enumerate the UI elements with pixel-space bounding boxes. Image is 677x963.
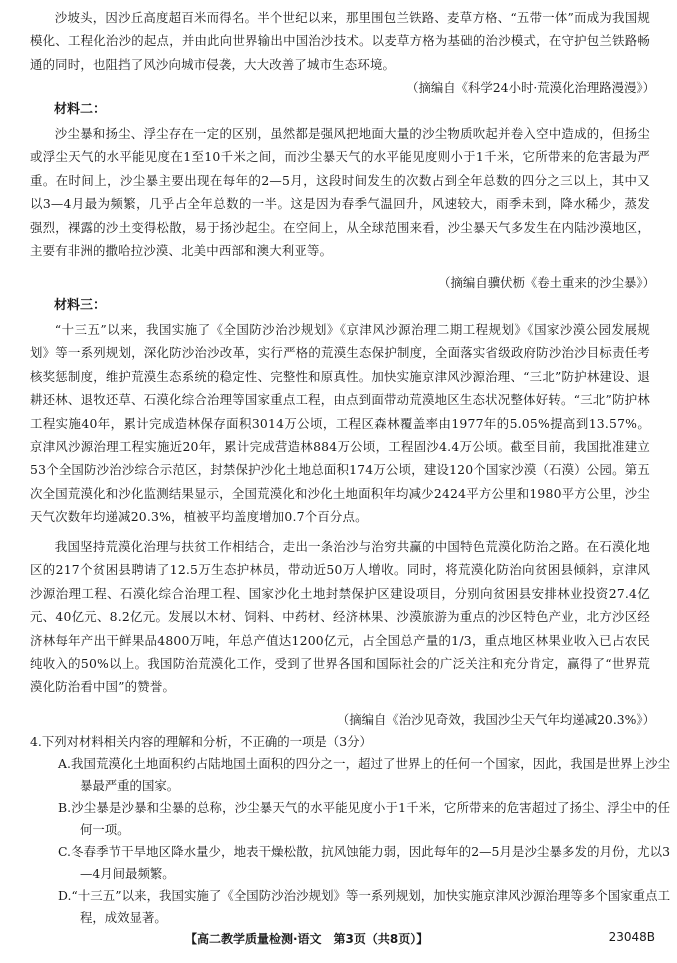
option-d: D.“十三五”以来，我国实施了《全国防沙治沙规划》等一系列规划，加快实施京津风沙源治理等多个国家重点工程，成效显著。 (58, 888, 670, 925)
intro-source: （摘编自《科学24小时·荒漠化治理路漫漫》） (406, 80, 655, 95)
material3-paragraph-2: 我国坚持荒漠化治理与扶贫工作相结合，走出一条治沙与治穷共赢的中国特色荒漠化防治之路。在石漠化地区的217个贫困县聘请了12.5万生态护林员，带动近50万人增收。同时，将荒漠化防治向贫困县倾斜，京津风沙源治理工程、石漠化综合治理工程、国家沙化土地封禁保护区建设项目，分别向贫困县安排林业投资27.4亿元、40亿元、8.2亿元。发展以木材、饲料、中药材、经济林果、沙漠旅游为重点的沙区特色产业，北方沙区经济林每年产出干鲜果品4800万吨，年总产值达1200亿元，占全国总产量的1/3，重点地区林果业收入已占农民纯收入的50%以上。我国防治荒漠化工作，受到了世界各国和国际社会的广泛关注和充分肯定，赢得了“世界荒漠化防治看中国”的赞誉。 (30, 539, 650, 695)
material2-heading: 材料二： (54, 102, 107, 117)
option-a: A.我国荒漠化土地面积约占陆地国土面积的四分之一，超过了世界上的任何一个国家，因此，我国是世界上沙尘暴最严重的国家。 (58, 756, 670, 793)
question-stem: 4.下列对材料相关内容的理解和分析，不正确的一项是（3分） (30, 734, 372, 749)
option-c: C.冬春季节干旱地区降水量少，地表干燥松散，抗风蚀能力弱，因此每年的2—5月是沙尘暴多发的月份，尤以3—4月间最频繁。 (58, 844, 670, 881)
intro-paragraph: 沙坡头，因沙丘高度超百米而得名。半个世纪以来，那里围包兰铁路、麦草方格、“五带一体”而成为我国规模化、工程化治沙的起点，并由此向世界输出中国治沙技术。以麦草方格为基础的治沙模式，在守护包兰铁路畅通的同时，也阻挡了风沙向城市侵袭，大大改善了城市生态环境。 (30, 10, 650, 72)
material2-paragraph: 沙尘暴和扬尘、浮尘存在一定的区别，虽然都是强风把地面大量的沙尘物质吹起并卷入空中造成的，但扬尘或浮尘天气的水平能见度在1至10千米之间，而沙尘暴天气的水平能见度则小于1千米，它所带来的危害最为严重。在时间上，沙尘暴主要出现在每年的2—5月，这段时间发生的次数占到全年总数的四分之三以上，其中又以3—4月最为频繁，几乎占全年总数的一半。这是因为春季气温回升，风速较大，雨季未到，降水稀少，蒸发强烈，裸露的沙土变得松散，易于扬沙起尘。在空间上，从全球范围来看，沙尘暴天气多发生在内陆沙漠地区，主要有非洲的撒哈拉沙漠、北美中西部和澳大利亚等。 (30, 126, 650, 259)
footer-exam-code: 23048B (608, 930, 655, 944)
option-b: B.沙尘暴是沙暴和尘暴的总称，沙尘暴天气的水平能见度小于1千米，它所带来的危害超过了扬尘、浮尘中的任何一项。 (58, 800, 670, 837)
material2-source: （摘编自骥伏枥《卷土重来的沙尘暴》） (438, 275, 655, 290)
material3-heading: 材料三： (54, 298, 107, 313)
footer-page-info: 【高二教学质量检测·语文 第3页（共8页）】 (185, 932, 429, 946)
material3-paragraph-1: “十三五”以来，我国实施了《全国防沙治沙规划》《京津风沙源治理二期工程规划》《国家沙漠公园发展规划》等一系列规划，深化防沙治沙改革，实行严格的荒漠生态保护制度，全面落实省级政府防沙治沙目标责任考核奖惩制度，维护荒漠生态系统的稳定性、完整性和原真性。加快实施京津风沙源治理、“三北”防护林建设、退耕还林、退牧还草、石漠化综合治理等国家重点工程，由点到面带动荒漠地区生态状况整体好转。“三北”防护林工程实施40年，累计完成造林保存面积3014万公顷，工程区森林覆盖率由1977年的5.05%提高到13.57%。京津风沙源治理工程实施近20年，累计完成营造林884万公顷，工程固沙4.4万公顷。截至目前，我国批准建立53个全国防沙治沙综合示范区，封禁保护沙化土地总面积174万公顷，建设120个国家沙漠（石漠）公园。第五次全国荒漠化和沙化监测结果显示，全国荒漠化和沙化土地面积年均减少2424平方公里和1980平方公里，沙尘天气次数年均递减20.3%，植被平均盖度增加0.7个百分点。 (30, 322, 650, 525)
material3-source: （摘编自《治沙见奇效，我国沙尘天气年均递减20.3%》） (336, 712, 655, 727)
